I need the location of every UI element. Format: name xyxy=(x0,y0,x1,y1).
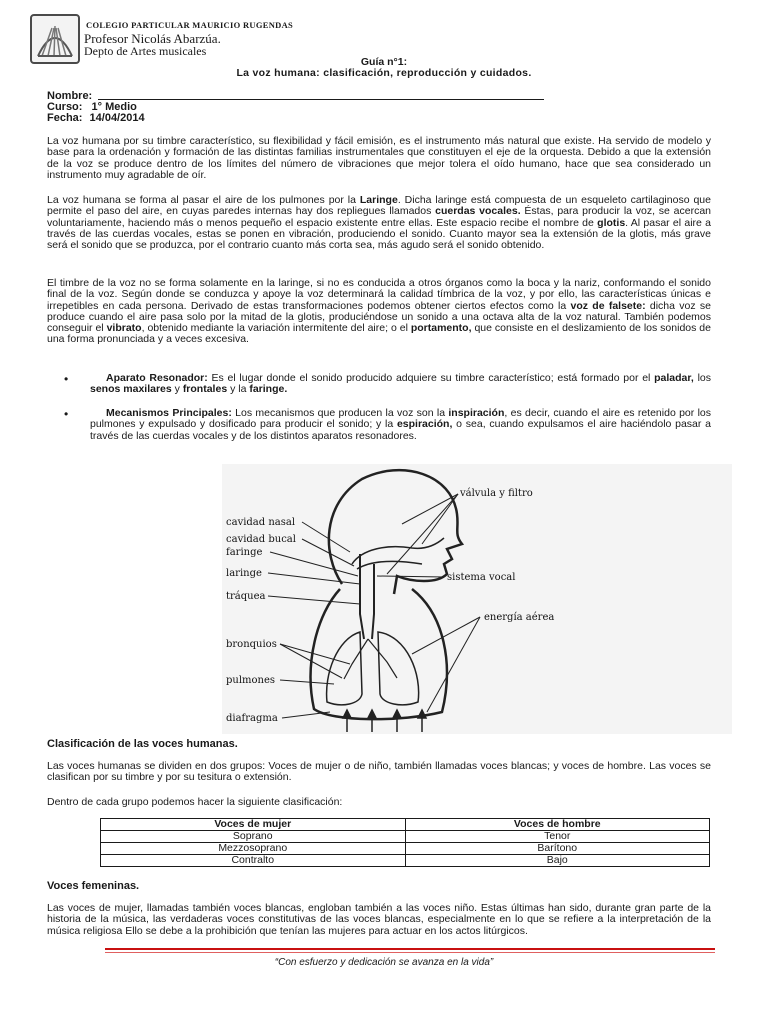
table-cell: Tenor xyxy=(405,831,710,843)
guide-title: Guía n°1: xyxy=(360,56,408,68)
footer-rule-thin xyxy=(105,952,715,953)
intro-paragraph-3: El timbre de la voz no se forma solamente en la laringe, si no es conducida a otros órganos como la boca y la nariz, conformando el sonido final de la voz. Según donde se conduzca y apoye la voz determinará la calidad tímbrica de la voz, y por ello, las características únicas e irrepetibles en cada persona. Derivado de estas transformaciones podemos obtener ciertos efectos como la voz de falsete: dicha voz se produce cuando el aire pasa solo por la mitad de la glotis, produciéndose un sonido a una octava alta de la voz natural. También podemos conseguir el vibrato, obtenido mediante la variación intermitente del aire; o el portamento, que consiste en el deslizamiento de los sonidos de una forma pronunciada y a veces excesiva. xyxy=(47,277,711,346)
female-voices-paragraph: Las voces de mujer, llamadas también voces blancas, engloban también a las voces niño. Estas últimas han sido, durante gran parte de la historia de la música, las verdaderas voces constitutivas de las voces blancas, especialmente en lo que se refiere a la interpretación de la música religiosa Ello se debe a la prohibición que tenían las mujeres para actuar en los actos litúrgicos. xyxy=(47,902,711,937)
table-cell: Soprano xyxy=(101,831,406,843)
name-field-label: Nombre: xyxy=(47,90,93,102)
table-header-row xyxy=(101,819,710,831)
bullet-mechanisms: Mecanismos Principales: Los mecanismos que producen la voz son la inspiración, es decir, cuando el aire es retenido por los pulmones y expulsado y dosificado para producir el sonido; y la espiración, o sea, cuando expulsamos el aire haciéndolo pasar a través de las cuerdas vocales y de los distintos aparatos resonadores. xyxy=(90,407,711,442)
header-voces-mujer: Voces de mujer xyxy=(101,819,406,831)
bullet-symbol: • xyxy=(64,407,69,421)
label-pulmones: pulmones xyxy=(226,675,276,686)
course-label: Curso: xyxy=(47,101,83,113)
date-value: 14/04/2014 xyxy=(89,112,145,124)
school-name: COLEGIO PARTICULAR MAURICIO RUGENDAS xyxy=(86,20,294,30)
label-cavidad-bucal: cavidad bucal xyxy=(226,534,296,545)
footer-motto: “Con esfuerzo y dedicación se avanza en la vida” xyxy=(274,957,494,968)
table-cell: Contralto xyxy=(101,855,406,867)
date-field xyxy=(47,112,145,124)
guide-subtitle: La voz humana: clasificación, reproducción y cuidados. xyxy=(236,67,532,79)
table-row xyxy=(101,831,710,843)
table-cell: Barítono xyxy=(405,843,710,855)
intro-paragraph-2: La voz humana se forma al pasar el aire de los pulmones por la Laringe. Dicha laringe está compuesta de un esqueleto cartilaginoso que permite el paso del aire, en cuyas paredes internas hay dos repliegues llamados cuerdas vocales. Éstas, para producir la voz, se acercan voluntariamente, haciendo más o menos pequeño el espacio existente entre ellas. Este espacio recibe el nombre de glotis. Al pasar el aire a través de las cuerdas vocales, estas se ponen en vibración, produciendo el sonido. Cuanto mayor sea la extensión de la glotis, más grave será el sonido que se produzca, por el contrario cuanto más corta sea, más agudo será el sonido obtenido. xyxy=(47,194,712,252)
teacher-name: Profesor Nicolás Abarzúa. xyxy=(84,31,221,46)
classification-heading: Clasificación de las voces humanas. xyxy=(47,738,238,750)
classification-paragraph-2: Dentro de cada grupo podemos hacer la siguiente clasificación: xyxy=(47,796,343,808)
label-bronquios: bronquios xyxy=(226,639,277,650)
label-faringe: faringe xyxy=(226,547,263,558)
bullet-resonator: Aparato Resonador: Es el lugar donde el sonido producido adquiere su timbre característico; está formado por el paladar, los senos maxilares y frontales y la faringe. xyxy=(90,372,711,396)
bullet-symbol: • xyxy=(64,372,69,386)
table-row xyxy=(101,843,710,855)
table-row xyxy=(101,855,710,867)
female-voices-heading: Voces femeninas. xyxy=(47,880,140,892)
label-cavidad-nasal: cavidad nasal xyxy=(226,517,296,528)
date-label: Fecha: xyxy=(47,112,83,124)
label-laringe: laringe xyxy=(226,568,262,579)
table-cell: Mezzosoprano xyxy=(101,843,406,855)
label-valvula-filtro: válvula y filtro xyxy=(460,488,533,499)
course-value: 1° Medio xyxy=(91,101,137,113)
header-voces-hombre: Voces de hombre xyxy=(405,819,710,831)
label-traquea: tráquea xyxy=(226,591,266,602)
footer-rule xyxy=(105,948,715,950)
classification-paragraph-1: Las voces humanas se dividen en dos grupos: Voces de mujer o de niño, también llamadas voces blancas; y voces de hombre. Las voces se clasifican por su timbre y por su tesitura o extensión. xyxy=(47,760,711,784)
table-cell: Bajo xyxy=(405,855,710,867)
intro-paragraph-1: La voz humana por su timbre característico, su flexibilidad y fácil emisión, es el instrumento más natural que existe. Ha servido de modelo y base para la ordenación y formación de las distintas familias instrumentales que constituyen el eje de la orquesta. Debido a que la extensión de la voz se produce dentro de los límites del número de vibraciones que mejor tolera el oído humano, hace que sea considerado un instrumento muy agradable de oír. xyxy=(47,135,711,181)
vocal-system-diagram xyxy=(222,464,732,734)
label-sistema-vocal: sistema vocal xyxy=(447,572,516,583)
department-name: Depto de Artes musicales xyxy=(84,44,207,58)
voices-table xyxy=(100,818,710,867)
label-energia-aerea: energía aérea xyxy=(484,612,555,623)
name-field-line[interactable] xyxy=(98,99,544,100)
label-diafragma: diafragma xyxy=(226,713,278,724)
